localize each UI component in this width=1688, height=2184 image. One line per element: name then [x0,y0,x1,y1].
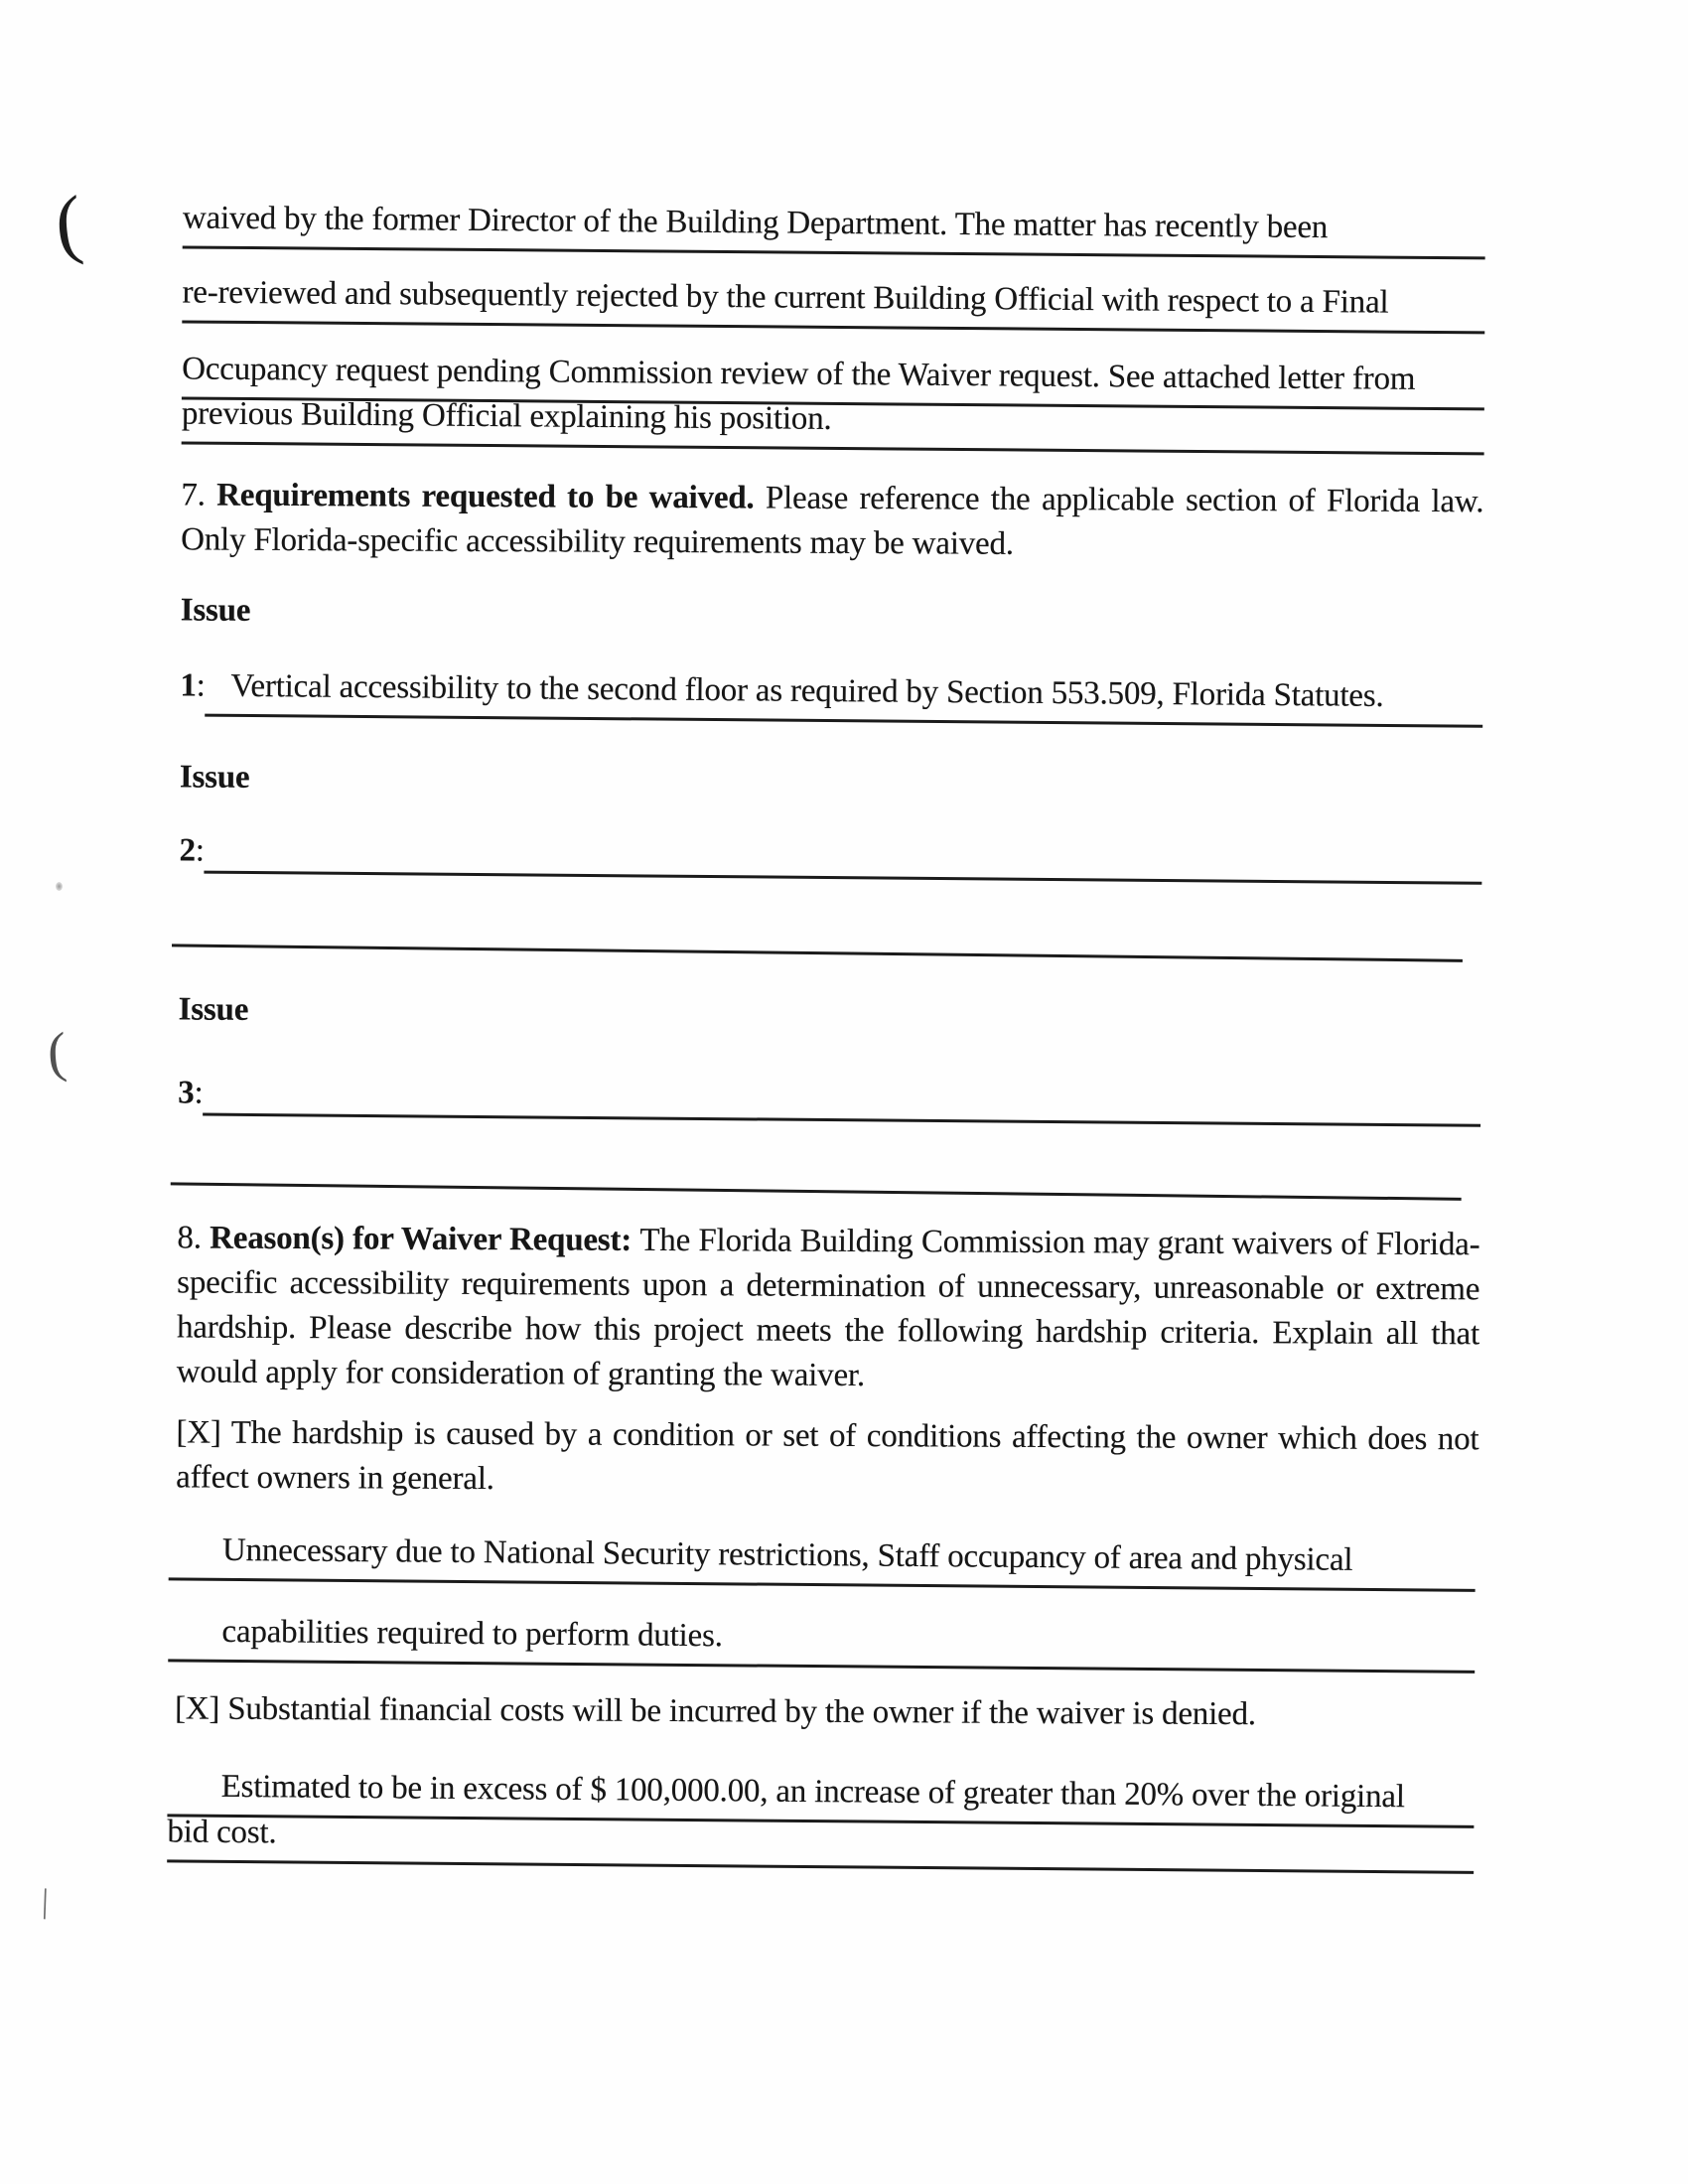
criterion-1-answer-line-1 [169,1528,1476,1591]
issue-1-fill-line [206,664,1483,728]
section7-number: 7. [181,477,217,513]
issue-row-3 [178,1071,1480,1122]
issue-3-prefix [178,1071,204,1115]
criterion-2-statement: Substantial financial costs will be incurred by the owner if the waiver is denied. [219,1690,1256,1733]
pen-mark-paren-icon: ( [45,1021,69,1085]
hardship-criterion-2 [175,1686,1477,1738]
criterion-1-checkbox: [X] [176,1414,221,1451]
continuation-line-1 [183,196,1485,259]
issue-2-prefix [179,828,205,873]
issue-heading-3: Issue [178,991,249,1028]
issue-row-1 [180,663,1482,723]
issue-1-colon: : [196,667,206,704]
section7-title: Requirements requested to be waived. [216,477,767,516]
section8-paragraph [176,1216,1488,1401]
answer-text: capabilities required to perform duties. [221,1613,723,1655]
issue-2-number: 2 [179,832,196,869]
continuation-text: previous Building Official explaining his position. [181,395,832,437]
continuation-line-4 [182,391,1484,455]
answer-text: bid cost. [167,1814,277,1851]
scan-speck-icon [56,882,63,891]
continuation-text: Occupancy request pending Commission review of the Waiver request. See attached letter from [182,351,1416,397]
issue-2-colon: : [195,832,205,869]
issue-3-blank-line [171,1182,1462,1200]
section8-body: The Florida Building Commission may grant waivers of Florida-specific accessibility requirements upon a determination of unnecessary, unreasonable or extreme hardship. Please describe how this project meets the following hardship criteria. Explain all that would apply for consideration of granting the waiver. [176,1222,1488,1394]
section7-paragraph [181,473,1500,569]
issue-3-number: 3 [178,1075,195,1111]
pen-mark-paren-icon: ( [51,178,86,268]
scan-artifact-tick-icon: | [41,1882,50,1921]
issue-2-fill-line [205,829,1482,885]
answer-text: Unnecessary due to National Security restrictions, Staff occupancy of area and physical [221,1531,1353,1578]
continuation-line-2 [182,270,1484,334]
issue-2-blank-line [172,944,1463,961]
section8-title: Reason(s) for Waiver Request: [210,1220,640,1258]
issue-1-prefix [180,663,206,716]
section8-number: 8. [177,1220,211,1256]
hardship-criterion-1 [176,1410,1487,1507]
issue-heading-1: Issue [180,592,251,629]
answer-text: Estimated to be in excess of $ 100,000.00, an increase of greater than 20% over the original [220,1768,1405,1816]
issue-3-colon: : [194,1075,204,1111]
issue-3-fill-line [203,1072,1480,1127]
criterion-1-answer-line-2 [168,1609,1475,1673]
section7-body: Please reference the applicable section of Florida law. Only Florida-specific accessibility requirements may be waived. [181,480,1500,562]
issue-1-value: Vertical accessibility to the second floor as required by Section 553.509, Florida Statutes. [230,667,1384,714]
issue-row-2 [179,828,1481,880]
issue-1-number: 1 [180,667,197,704]
criterion-2-checkbox: [X] [174,1690,220,1727]
criterion-2-answer-line-2 [167,1810,1474,1873]
continuation-text: re-reviewed and subsequently rejected by the current Building Official with respect to a Final [182,274,1389,321]
criterion-1-statement: The hardship is caused by a condition or set of conditions affecting the owner which does not affect owners in general. [176,1414,1487,1498]
continuation-text: waived by the former Director of the Building Department. The matter has recently been [182,200,1329,246]
issue-heading-2: Issue [179,759,250,796]
